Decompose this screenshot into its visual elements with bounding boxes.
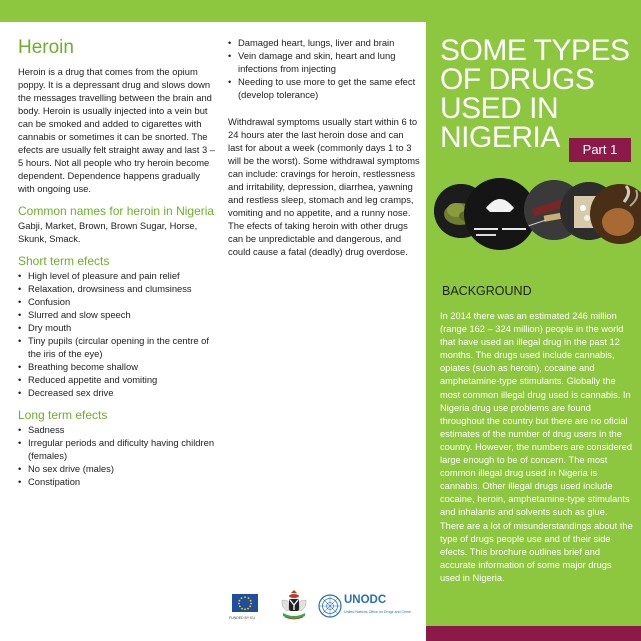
heroin-title: Heroin	[18, 37, 74, 58]
bottom-maroon-bar	[426, 626, 641, 641]
list-item: • Irregular periods and dificulty having children (females)	[18, 436, 218, 462]
list-item: • Tiny pupils (circular opening in the centre of the iris of the eye)	[18, 334, 218, 360]
list-item: • Damaged heart, lungs, liver and brain	[228, 36, 420, 49]
long-term-heading: Long term efects	[18, 408, 108, 422]
withdrawal-text: Withdrawal symptoms usually start within 6 to 24 hours ater the last heroin dose and can last for about a week (commonly days 1 to 3 will be the worst). Some withdrawal symptoms can include: cravings for heroin, restlessness and irritability, depression, diarrhea, yawning and restless sleep, stomach and leg cramps, vomiting and no appetite, and a runny nose. The efects of taking heroin with other drugs can be unpredictable and dangerous, and could cause a fatal (deadly) drug overdose.	[228, 116, 420, 257]
list-item: • Constipation	[18, 475, 218, 488]
smoking-person-photo	[590, 184, 641, 244]
part-badge: Part 1	[569, 138, 631, 162]
common-names-text: Gabji, Market, Brown, Brown Sugar, Horse, Skunk, Smack.	[18, 220, 198, 244]
background-heading: BACKGROUND	[442, 284, 532, 298]
list-item: • Vein damage and skin, heart and lung infections from injecting	[228, 49, 420, 75]
short-term-heading: Short term efects	[18, 254, 110, 268]
cover-panel	[426, 0, 641, 641]
common-names-heading: Common names for heroin in Nigeria	[18, 204, 215, 218]
unodc-subtitle: United Nations Office on Drugs and Crime	[344, 610, 412, 614]
list-item: • Decreased sex drive	[18, 386, 218, 399]
eu-flag-icon	[232, 594, 258, 612]
drug-photo-strip	[434, 178, 641, 268]
list-item: • Slurred and slow speech	[18, 308, 218, 321]
list-item: • Confusion	[18, 295, 218, 308]
list-item: • Needing to use more to get the same efect (develop tolerance)	[228, 75, 420, 101]
list-item: • High level of pleasure and pain relief	[18, 269, 218, 282]
heroin-intro: Heroin is a drug that comes from the opium poppy. It is a depressant drug and slows down the messages travelling between the brain and body. Heroin is usually injected into a vein but can be smoked and added to cigarettes with cannabis or sometimes it can be snorted. The efects are usually felt straight away and last 3 – 5 hours. Not all people who try heroin become dependent. Dependence happens gradually with ongoing use.	[18, 66, 215, 194]
heroin-column-1	[18, 36, 218, 488]
long-term-list	[18, 423, 218, 488]
un-emblem-icon	[318, 594, 342, 618]
list-item: • Reduced appetite and vomiting	[18, 373, 218, 386]
list-item: • Relaxation, drowsiness and clumsiness	[18, 282, 218, 295]
top-green-bar	[0, 0, 426, 22]
list-item: • Dry mouth	[18, 321, 218, 334]
partner-logos	[0, 590, 426, 640]
list-item: • No sex drive (males)	[18, 462, 218, 475]
long-term-list-continued	[228, 36, 420, 101]
heroin-column-2	[228, 36, 420, 258]
unodc-wordmark: UNODC	[344, 594, 387, 606]
cover-title: SOME TYPES OF DRUGS USED IN NIGERIA	[440, 34, 630, 154]
unodc-logo	[318, 594, 424, 626]
background-text: In 2014 there was an estimated 246 million (range 162 – 324 million) people in the world that have used an illegal drug in the past 12 months. The drugs used include cannabis, opiates (such as heroin), cocaine and amphetamine-type stimulants. Globally the most common illegal drug used is cannabis. In Nigeria drug use problems are found throughout the country but there are no oficial estimates of the number of drug users in the country. However, the numbers are considered large enough to be of concern. The most common illegal drug used in Nigeria is cannabis. Other illegal drugs used include cocaine, heroin, amphetamine-type stimulants and inhalants and solvents such as glue. There are a lot of misunderstandings about the type of drugs people use and of their side efects. This brochure outlines brief and accurate information of some major drugs used in Nigeria.	[440, 311, 633, 583]
short-term-list	[18, 269, 218, 399]
list-item: • Breathing become shallow	[18, 360, 218, 373]
eu-caption: FUNDED BY EU	[229, 616, 255, 620]
nigeria-coat-of-arms-icon	[279, 590, 309, 622]
list-item: • Sadness	[18, 423, 218, 436]
